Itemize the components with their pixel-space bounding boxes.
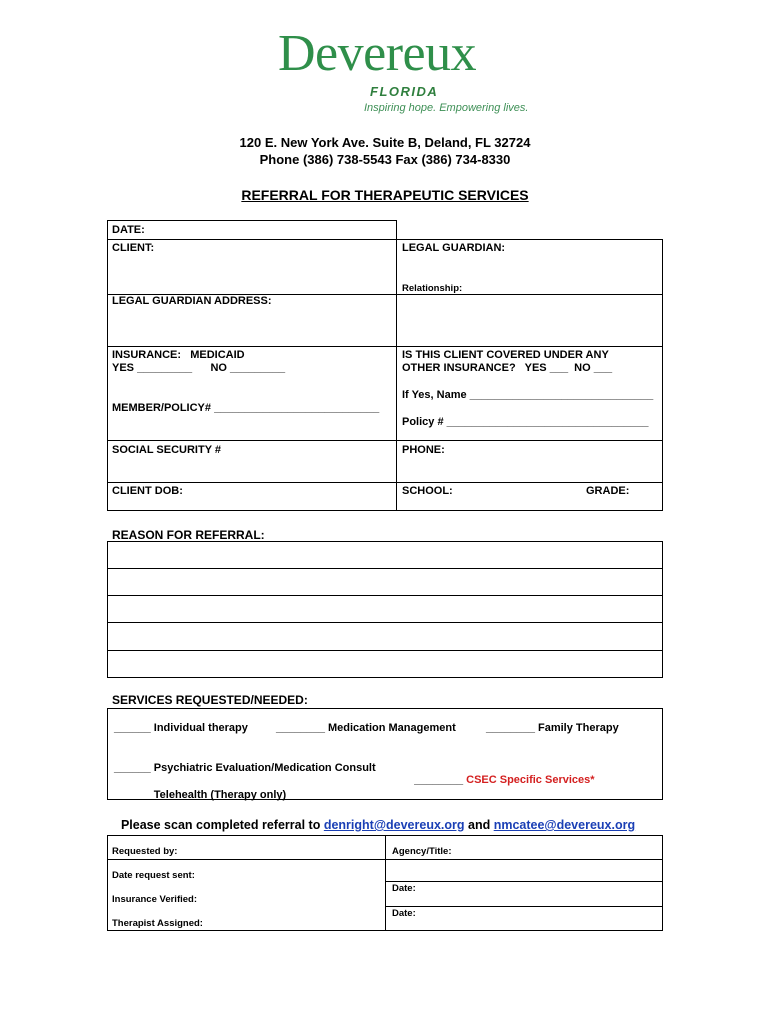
services-heading: SERVICES REQUESTED/NEEDED: [112,693,308,707]
insurance-verified-label: Insurance Verified: [112,894,198,905]
date-label: DATE: [112,224,145,236]
phone-fax-line: Phone (386) 738-5543 Fax (386) 734-8330 [259,152,511,167]
devereux-logo: Devereux [278,25,477,82]
date-label-2: Date: [392,908,416,919]
csec-blank: ________ [414,774,467,786]
scan-instruction [114,804,635,832]
logo-tagline: Inspiring hope. Empowering lives. [364,102,529,114]
member-policy-field[interactable]: MEMBER/POLICY# ___________________________ [112,402,380,414]
policy-field[interactable]: Policy # _________________________________ [402,416,649,428]
if-yes-name-field[interactable]: If Yes, Name ______________________________ [402,389,654,401]
client-label: CLIENT: [112,242,155,254]
service-individual-therapy[interactable]: ______ Individual therapy [114,722,248,734]
legal-guardian-label: LEGAL GUARDIAN: [402,242,506,254]
guardian-address-label: LEGAL GUARDIAN ADDRESS: [112,295,272,307]
email-link-nmcatee[interactable]: nmcatee@devereux.org [493,818,636,832]
relationship-label: Relationship: [402,283,463,294]
medicaid-yes-no[interactable]: YES _________ NO _________ [112,362,286,374]
scan-prefix: Please scan completed referral to [120,818,324,832]
service-csec[interactable] [408,762,595,786]
client-info-grid [107,239,663,511]
reason-heading: REASON FOR REFERRAL: [112,528,265,542]
phone-label: PHONE: [402,444,445,456]
requested-by-label: Requested by: [112,846,178,857]
service-family-therapy[interactable]: ________ Family Therapy [486,722,619,734]
school-label: SCHOOL: [402,485,453,497]
other-insurance-yes-no[interactable]: OTHER INSURANCE? YES ___ NO ___ [402,362,613,374]
dob-label: CLIENT DOB: [112,485,183,497]
insurance-medicaid-label: INSURANCE: MEDICAID [112,349,245,361]
service-psychiatric-evaluation[interactable]: ______ Psychiatric Evaluation/Medication Consult [114,762,376,774]
other-insurance-label: IS THIS CLIENT COVERED UNDER ANY [402,349,609,361]
logo-region: FLORIDA [370,84,439,99]
email-link-denright[interactable]: denright@devereux.org [323,818,465,832]
grade-label: GRADE: [586,485,630,497]
ssn-label: SOCIAL SECURITY # [112,444,222,456]
therapist-assigned-label: Therapist Assigned: [112,918,203,929]
date-label-1: Date: [392,883,416,894]
agency-title-label: Agency/Title: [392,846,452,857]
csec-label: CSEC Specific Services* [466,774,595,786]
form-title: REFERRAL FOR THERAPEUTIC SERVICES [241,187,529,203]
date-request-sent-label: Date request sent: [112,870,195,881]
service-medication-management[interactable]: ________ Medication Management [276,722,456,734]
address-line: 120 E. New York Ave. Suite B, Deland, FL 32724 [239,135,531,150]
service-telehealth[interactable]: ______ Telehealth (Therapy only) [114,789,287,801]
date-cell[interactable] [107,220,397,240]
scan-mid: and [464,818,494,832]
